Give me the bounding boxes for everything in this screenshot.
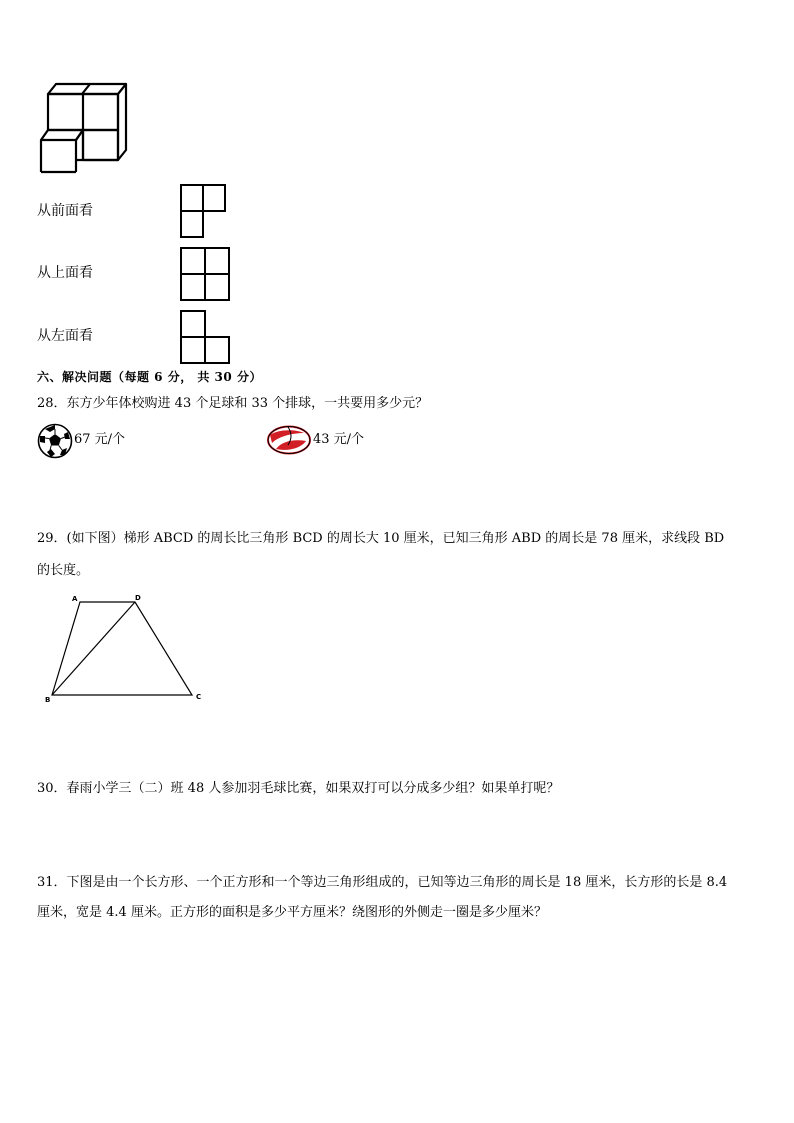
cube-figure bbox=[36, 80, 132, 176]
soccer-price: 67 元/个 bbox=[74, 432, 126, 447]
section-title: 六、解决问题（每题 6 分， 共 30 分） bbox=[37, 370, 262, 384]
left-view-label: 从左面看 bbox=[37, 328, 93, 344]
vertex-label-c: C bbox=[196, 693, 202, 701]
question-29-line1: 29．(如下图）梯形 ABCD 的周长比三角形 BCD 的周长大 10 厘米，已知三角形 ABD 的周长是 78 厘米，求线段 BD bbox=[37, 531, 725, 546]
vertex-label-b: B bbox=[45, 696, 51, 704]
trapezoid-figure bbox=[40, 590, 210, 705]
question-31-line1: 31．下图是由一个长方形、一个正方形和一个等边三角形组成的，已知等边三角形的周长是 18 厘米，长方形的长是 8.4 bbox=[37, 875, 728, 890]
front-view-label: 从前面看 bbox=[37, 203, 93, 219]
left-view-figure bbox=[179, 309, 231, 365]
soccer-ball-icon bbox=[37, 423, 73, 459]
question-30: 30．春雨小学三（二）班 48 人参加羽毛球比赛，如果双打可以分成多少组？如果单打呢？ bbox=[37, 781, 560, 796]
volleyball-icon bbox=[266, 425, 312, 455]
top-view-label: 从上面看 bbox=[37, 265, 93, 281]
vertex-label-d: D bbox=[135, 594, 141, 602]
vertex-label-a: A bbox=[72, 595, 78, 603]
volleyball-price: 43 元/个 bbox=[313, 432, 365, 447]
question-28: 28．东方少年体校购进 43 个足球和 33 个排球，一共要用多少元？ bbox=[37, 396, 429, 411]
top-view-figure bbox=[179, 246, 231, 302]
front-view-figure bbox=[179, 183, 229, 239]
question-29-line2: 的长度。 bbox=[37, 563, 90, 578]
question-31-line2: 厘米，宽是 4.4 厘米。正方形的面积是多少平方厘米？绕图形的外侧走一圈是多少厘米？ bbox=[37, 905, 547, 920]
